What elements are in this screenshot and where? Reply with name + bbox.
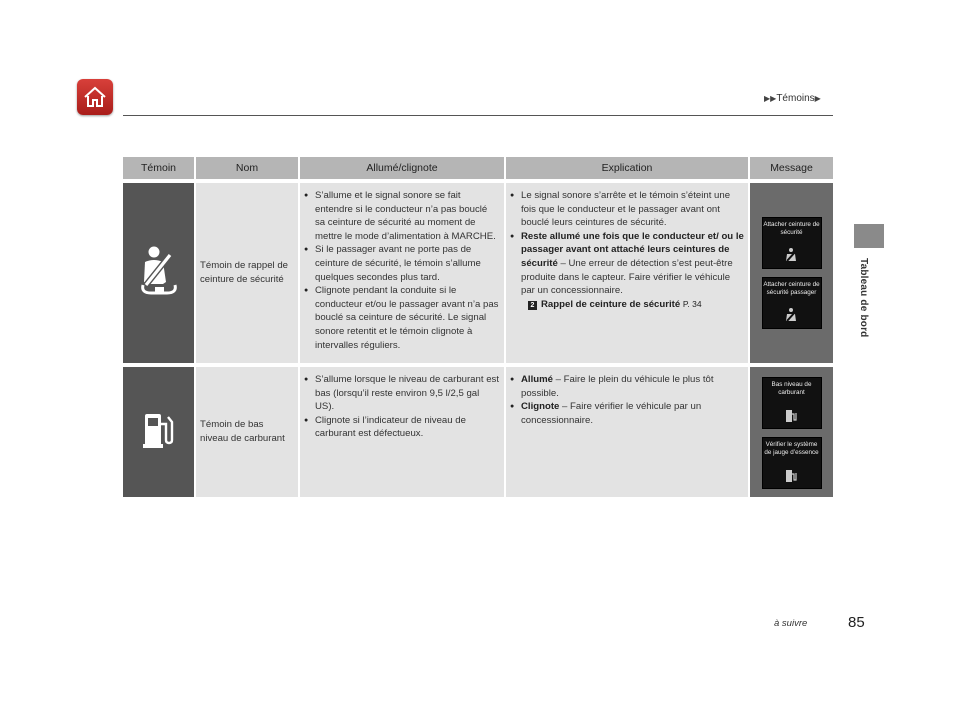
- indicator-cell: [123, 367, 196, 497]
- on-blink-description: [300, 367, 506, 497]
- list-item: ● S’allume lorsque le niveau de carburant est bas (lorsqu’il reste environ 9,5 l/2,5 gal US).: [304, 373, 500, 414]
- list-item: ● Clignote si l’indicateur de niveau de carburant est défectueux.: [304, 414, 500, 441]
- indicator-name: Témoin de rappel de ceinture de sécurité: [196, 183, 300, 363]
- list-item: ● Allumé – Faire le plein du véhicule le plus tôt possible.: [510, 373, 744, 400]
- list-item: ● Le signal sonore s’arrête et le témoin s’éteint une fois que le conducteur et le passager avant ont bouclé leurs ceintures de sécurité.: [510, 189, 744, 230]
- table-row: [123, 367, 833, 497]
- header-rule: [123, 115, 833, 116]
- col-header-allume: Allumé/clignote: [300, 157, 506, 179]
- list-item: ● Si le passager avant ne porte pas de ceinture de sécurité, le témoin s’allume quelques secondes plus tard.: [304, 243, 500, 284]
- message-screen: Vérifier le système de jauge d’essence: [762, 437, 822, 489]
- list-item: ● Clignote – Faire vérifier le véhicule par un concessionnaire.: [510, 400, 744, 427]
- continued-label: à suivre: [774, 618, 808, 629]
- fuel-pump-icon: [142, 410, 176, 450]
- fuel-small-icon: [785, 469, 797, 483]
- col-header-temoin: Témoin: [123, 157, 196, 179]
- reference-arrow-icon: 2: [528, 301, 537, 310]
- message-cell: [750, 367, 833, 497]
- list-item: ● Clignote pendant la conduite si le conducteur et/ou le passager avant n’a pas bouclé sa ceinture de sécurité. Le signal sonore retentit et le témoin clignote à intervalles réguliers.: [304, 284, 500, 352]
- list-item: ● S’allume et le signal sonore se fait entendre si le conducteur n’a pas bouclé sa ceinture de sécurité au moment de mettre le mode d’alimentation à MARCHE.: [304, 189, 500, 243]
- breadcrumb-arrow-icon: ▶▶: [764, 94, 777, 103]
- on-blink-description: [300, 183, 506, 363]
- warning-table: [123, 157, 833, 497]
- indicator-name: Témoin de bas niveau de carburant: [196, 367, 300, 497]
- seatbelt-icon: [137, 245, 181, 297]
- col-header-nom: Nom: [196, 157, 300, 179]
- col-header-explication: Explication: [506, 157, 750, 179]
- list-item: ● Reste allumé une fois que le conducteur et/ ou le passager avant ont attaché leurs ceintures de sécurité – Une erreur de détection s’est peut-être produite dans le capteur. Faire vérifier le véhicule par un concessionnaire.: [510, 230, 744, 298]
- table-row: [123, 183, 833, 363]
- seatbelt-small-icon: [785, 307, 799, 323]
- col-header-message: Message: [750, 157, 833, 179]
- explanation: [506, 183, 750, 363]
- breadcrumb-arrow-icon: ▶: [814, 94, 821, 103]
- message-screen: Bas niveau de carburant: [762, 377, 822, 429]
- cross-reference-link[interactable]: 2 Rappel de ceinture de sécurité P. 34: [510, 298, 744, 312]
- page-number: 85: [848, 614, 865, 631]
- home-button[interactable]: [77, 79, 113, 115]
- breadcrumb[interactable]: ▶▶Témoins▶: [764, 93, 821, 104]
- message-screen: Attacher ceinture de sécurité: [762, 217, 822, 269]
- fuel-small-icon: [785, 409, 797, 423]
- indicator-cell: [123, 183, 196, 363]
- side-tab: [854, 224, 884, 248]
- seatbelt-small-icon: [785, 247, 799, 263]
- message-screen: Attacher ceinture de sécurité passager: [762, 277, 822, 329]
- home-icon: [83, 85, 107, 109]
- explanation: [506, 367, 750, 497]
- message-cell: [750, 183, 833, 363]
- side-section-label: Tableau de bord: [858, 258, 869, 338]
